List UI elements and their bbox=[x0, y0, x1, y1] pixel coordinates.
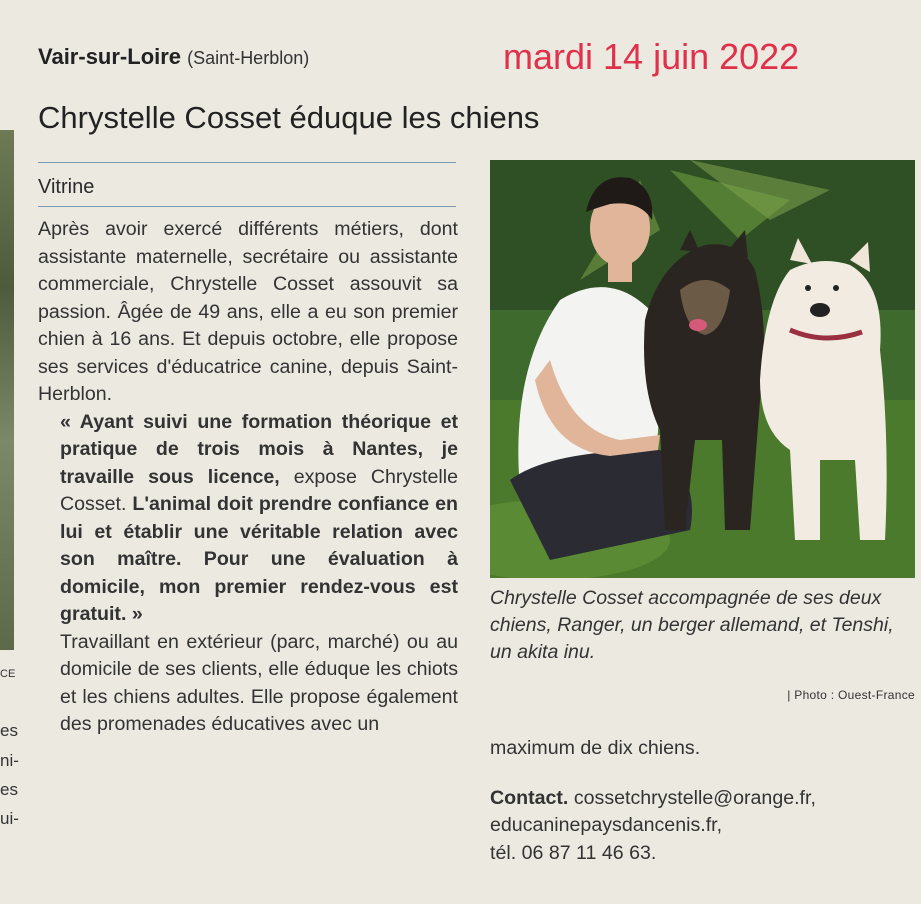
adjacent-photo-credit: CE bbox=[0, 668, 16, 680]
article-paragraph: Travaillant en extérieur (parc, marché) ou au domicile de ses clients, elle éduque les chiots et les chiens adultes. Elle propose également des promenades éducatives avec un bbox=[60, 630, 458, 735]
contact-label: Contact. bbox=[490, 786, 569, 809]
adjacent-text-fragment: es bbox=[0, 780, 18, 799]
article-paragraph: Après avoir exercé différents métiers, dont assistante maternelle, secrétaire ou assistante commerciale, Chrystelle Cosset assouvit sa passion. Âgée de 49 ans, elle a eu son premier chien à 16 ans. Et depuis octobre, elle propose ses services d'éducatrice canine, depuis Saint-Herblon. bbox=[38, 218, 458, 405]
quote-text: L'animal doit prendre confiance en lui et établir une véritable relation avec son maître. Pour une évaluation à domicile, mon premier rendez-vous est gratuit. » bbox=[60, 493, 458, 625]
article-column-right bbox=[490, 735, 915, 867]
article-headline: Chrystelle Cosset éduque les chiens bbox=[38, 100, 540, 135]
adjacent-text-fragment: ui- bbox=[0, 809, 19, 828]
photo-caption: Chrystelle Cosset accompagnée de ses deux chiens, Ranger, un berger allemand, et Tenshi, un akita inu. bbox=[490, 587, 894, 663]
article-column-left bbox=[38, 216, 458, 739]
photo-illustration bbox=[490, 160, 915, 578]
photo-credit: | Photo : Ouest-France bbox=[787, 688, 915, 702]
contact-block bbox=[490, 785, 915, 868]
quote-attribution: expose Chrystelle Cosset. bbox=[60, 465, 458, 515]
adjacent-text-fragment: ni- bbox=[0, 751, 19, 770]
adjacent-text-fragment: es bbox=[0, 721, 18, 740]
locality-line bbox=[38, 44, 309, 70]
locality-name: Vair-sur-Loire bbox=[38, 44, 182, 69]
adjacent-article-photo-edge bbox=[0, 130, 14, 650]
article-photo bbox=[490, 160, 915, 578]
rubric-top-rule bbox=[38, 162, 456, 163]
contact-website: educaninepaysdancenis.fr, bbox=[490, 814, 723, 836]
article-paragraph-continued: maximum de dix chiens. bbox=[490, 737, 701, 759]
quote-text: « Ayant suivi une formation théorique et pratique de trois mois à Nantes, je travaille sous licence, bbox=[60, 410, 458, 488]
contact-phone: tél. 06 87 11 46 63. bbox=[490, 841, 657, 864]
locality-sub: (Saint-Herblon) bbox=[187, 48, 310, 68]
article-quote-paragraph bbox=[38, 409, 458, 629]
publication-date: mardi 14 juin 2022 bbox=[503, 36, 800, 77]
rubric-bottom-rule bbox=[38, 206, 456, 207]
contact-email: cossetchrystelle@orange.fr, bbox=[573, 786, 816, 809]
rubric-label: Vitrine bbox=[38, 176, 95, 198]
